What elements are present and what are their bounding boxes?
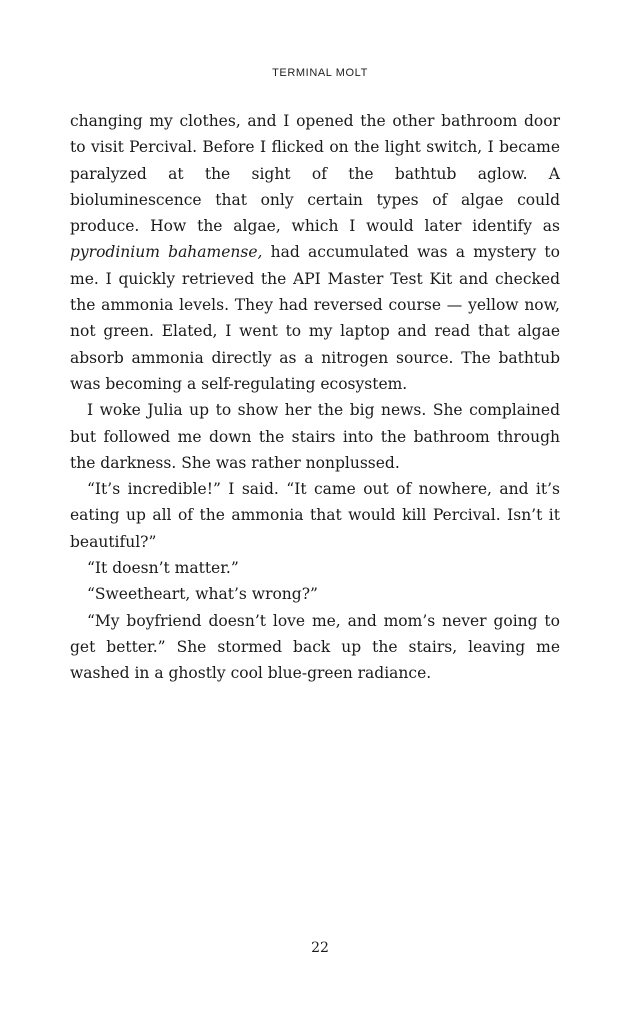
paragraph: “It doesn’t matter.” [87,559,239,578]
paragraph: “Sweetheart, what’s wrong?” [87,585,318,604]
paragraph: I woke Julia up to show her the big news. She complained but followed me down the stairs into the bathroom through the darkness. She was rather nonplussed. [70,401,560,472]
paragraph-text: changing my clothes, and I opened the other bathroom door to visit Percival. Before I flicked on the light switch, I became paralyzed at the sight of the bathtub aglow. A bioluminescence that only certain types of algae could produce. How the algae, which I would later identify as [70,112,560,236]
paragraph: “My boyfriend doesn’t love me, and mom’s never going to get better.” She stormed back up the stairs, leaving me washed in a ghostly cool blue-green radiance. [70,611,560,683]
species-name: pyrodinium bahamense, [70,243,263,262]
running-head: TERMINAL MOLT [272,67,368,79]
paragraph [70,108,560,397]
paragraph: “It’s incredible!” I said. “It came out of nowhere, and it’s eating up all of the ammonia that would kill Percival. Isn’t it beautiful?” [70,480,560,551]
body-text [70,108,560,687]
paragraph-text: had accumulated was a mystery to me. I quickly retrieved the API Master Test Kit and checked the ammonia levels. They had reversed course — yellow now, not green. Elated, I went to my laptop and read that algae absorb ammonia directly as a nitrogen source. The bathtub was becoming a self-regulating ecosystem. [70,243,560,393]
page-number: 22 [311,940,329,956]
